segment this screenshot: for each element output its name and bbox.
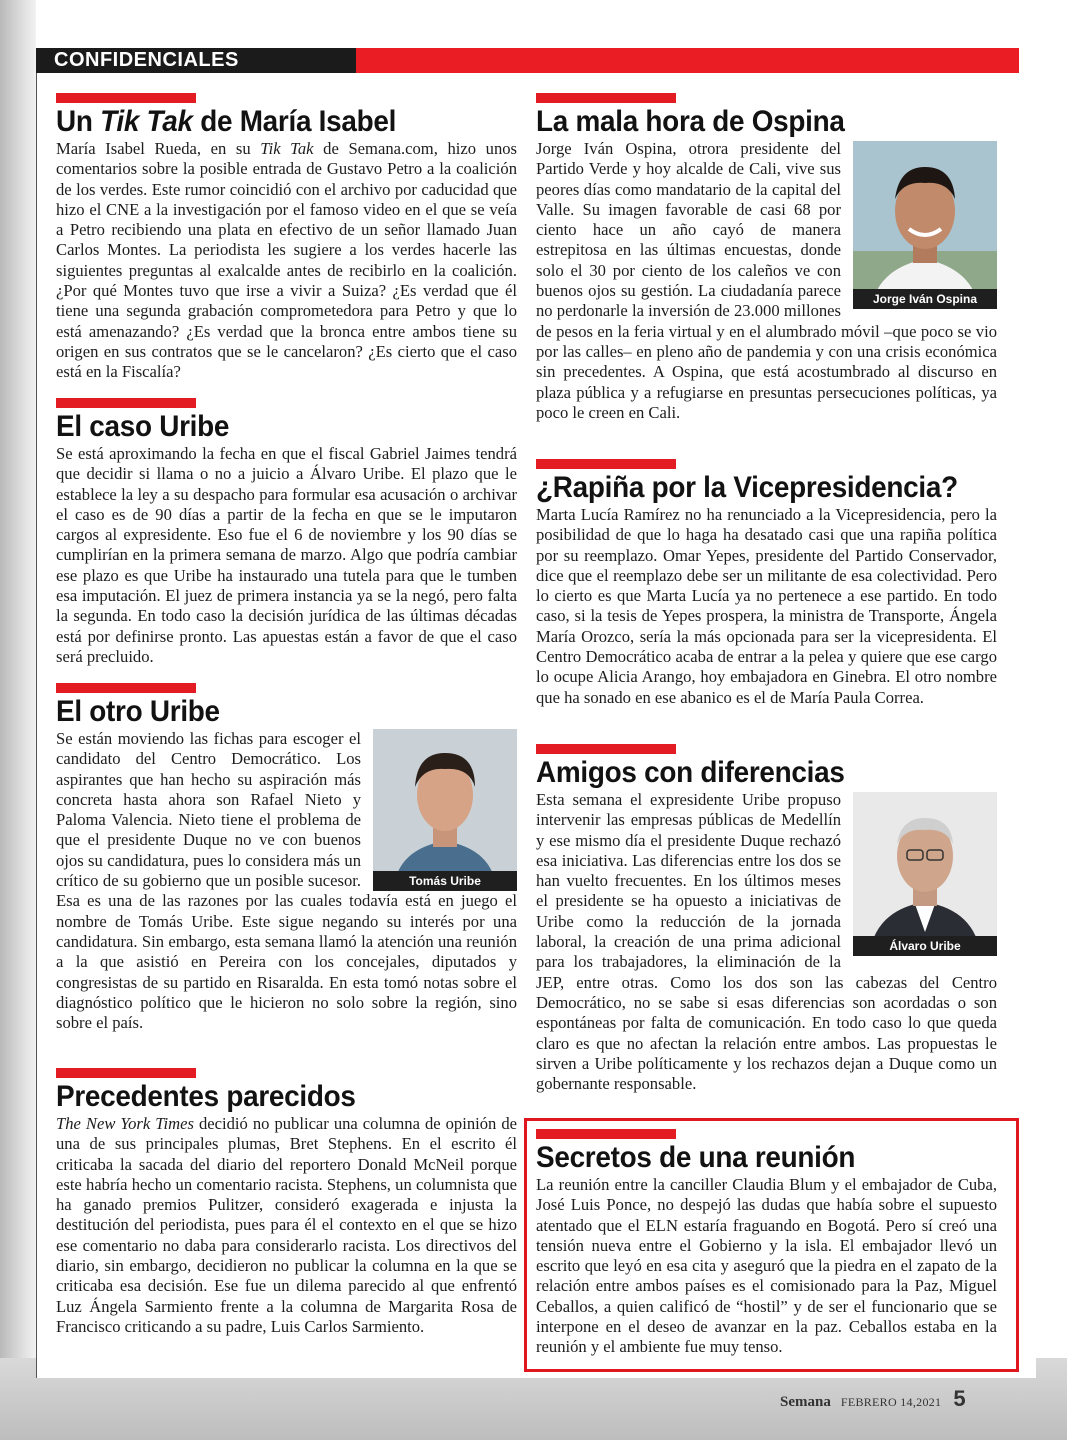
person-portrait-icon [853,141,997,309]
article-headline: El caso Uribe [56,410,230,443]
article-ospina [536,93,997,423]
issue-date: FEBRERO 14,2021 [840,1395,942,1409]
article-headline: Secretos de una reunión [536,1141,856,1174]
photo-alvaro-uribe [853,792,997,956]
article-headline: La mala hora de Ospina [536,105,845,138]
article-body: The New York Times decidió no publicar una columna de opinión de una de sus principales plumas, Bret Stephens. En el escrito él criticaba la sacada del diario del reportero Donald McNeil porque este habría hecho un comentario racista. Stephens, un columnista que ha ganado premios Pulitzer, consideró exagerada e injusta la destitución del periodista, pues para él el contexto en el que se hizo ese comentario no daba para considerarlo racista. Los directivos del diario, sin embargo, decidieron no publicar la columna en la que se criticaba esa decisión. Ese fue un dilema parecido al que enfrentó Luz Ángela Sarmiento frente a la columna de Margarita Rosa de Francisco criticando a su padre, Luis Carlos Sarmiento. [56,1114,517,1336]
section-title: CONFIDENCIALES [36,48,356,73]
article-headline: El otro Uribe [56,695,220,728]
article-secretos [536,1129,997,1358]
article-caso-uribe [56,398,517,667]
article-red-bar [56,398,196,408]
article-body: Se está aproximando la fecha en que el fiscal Gabriel Jaimes tendrá que decidir si llama o no a juicio a Álvaro Uribe. El plazo que le establece la ley a su despacho para formular esa acusación o archivar el caso es de 90 días a partir de la fecha en que se le imputaron cargos al expresidente. Eso fue el 6 de noviembre y los 90 días se cumplirían en la primera semana de marzo. Algo que podría cambiar ese plazo es que Uribe ha instaurado una tutela para que le tumben esa imputación. El juez de primera instancia ya se la negó, pero falta la segunda. En todo caso la decisión jurídica de las últimas décadas está por definirse pronto. Las apuestas están a favor de que el caso será precluido. [56,444,517,666]
article-body: Esta semana el expresidente Uribe propuso intervenir las empresas públicas de Medellín y ese mismo día el presidente Duque rechazó esa iniciativa. Las diferencias entre los dos se han vuelto frecuentes. En los últimos meses el presidente se ha opuesto a iniciativas de Uribe como la reducción de la jornada laboral, la creación de una prima adicional para los trabajadores, la eliminación de la JEP, entre otras. Como los dos son las cabezas del Centro Democrático, no se sabe si esas diferencias son acordadas o son espontáneas por falta de comunicación. En todo caso lo que queda claro es que no afectan la relación entre ambos. Las propuestas le sirven a Uribe políticamente y los rechazos dejan a Duque como un gobernante responsable. [536,790,997,1094]
photo-jorge-ivan-ospina [853,141,997,309]
article-otro-uribe [56,683,517,1033]
article-red-bar [56,683,196,693]
article-amigos [536,744,997,1094]
article-body: Jorge Iván Ospina, otrora presidente del Partido Verde y hoy alcalde de Cali, vive sus peores días como mandatario de la capital del Valle. Su imagen favorable de casi 68 por ciento hace un año cayó de manera estrepitosa en las últimas encuestas, donde solo el 30 por ciento de los caleños ve con buenos ojos su gestión. La ciudadanía parece no perdonarle la inversión de 23.000 millones de pesos en la feria virtual y en el alumbrado móvil –que poco se vio por las calles– en pleno año de pandemia y con una crisis económica sin precedentes. A Ospina, que está acostumbrado al discurso en plaza pública y a refugiarse en presuntas persecuciones políticas, ya poco le creen en Cali. [536,139,997,422]
article-body: La reunión entre la canciller Claudia Blum y el embajador de Cuba, José Luis Ponce, no despejó las dudas que había sobre el supuesto atentado que el ELN estaría fraguando en Bogotá. Pero sí creó una tensión nueva entre el Gobierno y la isla. El embajador llevó un escrito que leyó en esa cita y aseguró que la piedra en el zapato de la relación entre ambos países es el comisionado para la Paz, Miguel Ceballos, a quien calificó de “hostil” y de ser el funcionario que se interpone en el deseo de avanzar en la paz. Ceballos estaba en la reunión y el ambiente fue muy tenso. [536,1175,997,1357]
article-red-bar [56,1068,196,1078]
article-headline: Precedentes parecidos [56,1080,356,1113]
article-tiktak [56,93,517,383]
page-number: 5 [953,1386,966,1411]
person-portrait-icon [853,792,997,956]
article-headline: ¿Rapiña por la Vicepresidencia? [536,471,958,504]
article-body: Se están moviendo las fichas para escoger el candidato del Centro Democrático. Los aspirantes que han hecho su aspiración más concreta hasta ahora son Rafael Nieto y Paloma Valencia. Nieto tiene el problema de que el presidente Duque no ve con buenos ojos su candidatura, pues lo considera más un crítico de su gobierno que un posible sucesor. Esa es una de las razones por las cuales todavía está en juego el nombre de Tomás Uribe. Este sigue negando su interés por una candidatura. Sin embargo, esta semana llamó la atención una reunión a la que asistió en Pereira con los concejales, diputados y congresistas de su partido en Risaralda. En esta tomó notas sobre el diagnóstico político que le hicieron no solo sobre la región, sino sobre el país. [56,729,517,1033]
magazine-page [36,0,1036,1378]
photo-caption: Álvaro Uribe [853,936,997,956]
page-footer [780,1386,1000,1416]
article-headline: Un Tik Tak de María Isabel [56,105,397,138]
article-body: Marta Lucía Ramírez no ha renunciado a la Vicepresidencia, pero la posibilidad de que lo haga ha desatado casi que una rapiña política por su reemplazo. Omar Yepes, presidente del Partido Conservador, dice que el reemplazo debe ser un militante de esa colectividad. Pero lo cierto es que Marta Lucía ya no pertenece a ese partido. En todo caso, si la tesis de Yepes prospera, la ministra de Transporte, Ángela María Orozco, sería la más opcionada para ser la vicepresidenta. El Centro Democrático acaba de entrar a la pelea y quiere que ese cargo lo ocupe Alicia Arango, hoy embajadora en Ginebra. El otro nombre que ha sonado en ese abanico es el de María Paula Correa. [536,505,997,707]
article-red-bar [56,93,196,103]
article-headline: Amigos con diferencias [536,756,845,789]
photo-caption: Tomás Uribe [373,871,517,891]
article-red-bar [536,744,676,754]
article-precedentes [56,1068,517,1337]
article-red-bar [536,459,676,469]
person-portrait-icon [373,729,517,891]
photo-caption: Jorge Iván Ospina [853,289,997,309]
photo-tomas-uribe [373,729,517,891]
magazine-name: Semana [780,1394,831,1410]
article-red-bar [536,93,676,103]
article-red-bar [536,1129,676,1139]
page-border-line [36,73,37,1378]
article-body: María Isabel Rueda, en su Tik Tak de Semana.com, hizo unos comentarios sobre la posible entrada de Gustavo Petro a la coalición de los verdes. Este rumor coincidió con el archivo por caducidad que hizo el CNE a la investigación por el famoso video en el que se veía a Petro recibiendo una plata en efectivo de un señor llamado Juan Carlos Montes. La periodista les sugiere a los verdes hacerle las siguientes preguntas al exalcalde antes de recibirlo en la coalición. ¿Por qué Montes tuvo que irse a vivir a Suiza? ¿Es verdad que él tiene una segunda grabación comprometedora para Petro y que lo está amenazando? ¿Es verdad que la bronca entre ambos tiene su origen en sus contratos que se le cancelaron? ¿Es cierto que el caso está en la Fiscalía? [56,139,517,382]
article-rapina [536,459,997,708]
page-shadow-left [0,0,36,1440]
